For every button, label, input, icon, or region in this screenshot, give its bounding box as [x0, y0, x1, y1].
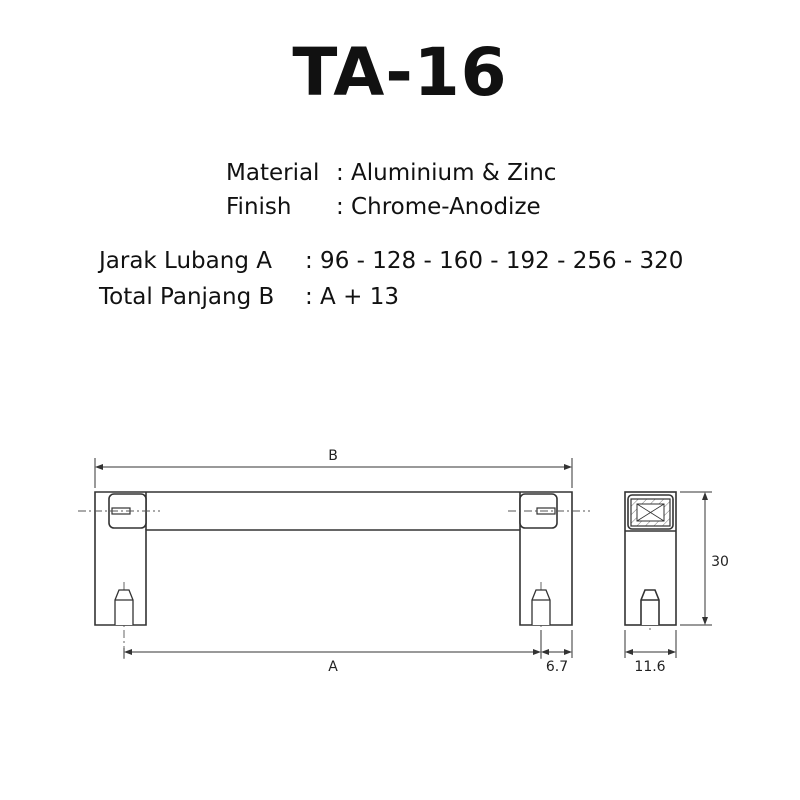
spec-label: Material — [226, 160, 320, 186]
dimension-label-height: 30 — [711, 554, 729, 570]
spec-label: Jarak Lubang A — [99, 248, 272, 274]
spec-label: Finish — [226, 194, 292, 220]
handle-front-view — [95, 492, 572, 625]
handle-side-view — [625, 492, 676, 625]
dimension-label-a: A — [328, 659, 338, 675]
spec-value: : 96 - 128 - 160 - 192 - 256 - 320 — [305, 248, 684, 274]
spec-value: : Chrome-Anodize — [336, 194, 541, 220]
dimension-lines — [95, 458, 712, 658]
dimension-label-width: 11.6 — [634, 659, 666, 675]
dimension-label-offset: 6.7 — [545, 659, 569, 675]
spec-value: : Aluminium & Zinc — [336, 160, 557, 186]
spec-value: : A + 13 — [305, 284, 399, 310]
spec-label: Total Panjang B — [99, 284, 275, 310]
dimension-label-b: B — [328, 448, 338, 464]
product-title: TA-16 — [292, 34, 508, 111]
leg-inserts — [115, 590, 550, 625]
